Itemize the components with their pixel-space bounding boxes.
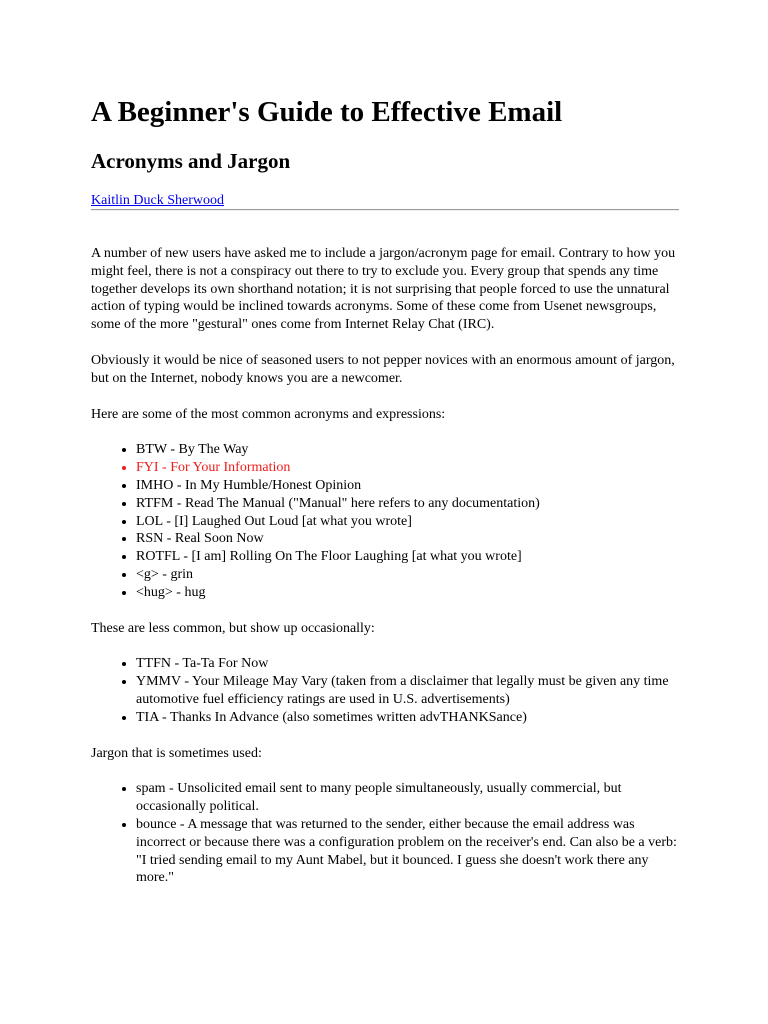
- horizontal-rule: [91, 209, 679, 211]
- less-common-heading: These are less common, but show up occasionally:: [91, 620, 375, 636]
- list-item: • LOL - [I] Laughed Out Loud [at what you wrote]: [136, 513, 679, 531]
- page-title: A Beginner's Guide to Effective Email: [91, 96, 563, 128]
- jargon-list: [91, 780, 679, 887]
- list-item: • IMHO - In My Humble/Honest Opinion: [136, 477, 679, 495]
- list-item: • <hug> - hug: [136, 584, 679, 602]
- list-item-highlighted: • FYI - For Your Information: [136, 459, 679, 477]
- list-item: • bounce - A message that was returned to the sender, either because the email address was incorrect or because there was a configuration problem on the receiver's end. Can also be a verb: "I tried sending email to my Aunt Mabel, but it bounced. I guess she doesn't work there any more.": [136, 816, 679, 887]
- page-subtitle: Acronyms and Jargon: [91, 149, 291, 173]
- list-item: • ROTFL - [I am] Rolling On The Floor Laughing [at what you wrote]: [136, 548, 679, 566]
- list-item: • RSN - Real Soon Now: [136, 530, 679, 548]
- list-item: • YMMV - Your Mileage May Vary (taken from a disclaimer that legally must be given any time automotive fuel efficiency ratings are used in U.S. advertisements): [136, 673, 679, 709]
- author-link[interactable]: Kaitlin Duck Sherwood: [91, 193, 224, 208]
- list-item: • TIA - Thanks In Advance (also sometimes written advTHANKSance): [136, 709, 679, 727]
- list-item: • spam - Unsolicited email sent to many people simultaneously, usually commercial, but occasionally political.: [136, 780, 679, 816]
- intro-paragraph: A number of new users have asked me to include a jargon/acronym page for email. Contrary to how you might feel, there is not a conspiracy out there to try to exclude you. Every group that spends any time together develops its own shorthand notation; it is not surprising that people forced to use the unnatural action of typing would be inclined towards acronyms. Some of these come from Usenet newsgroups, some of the more "gestural" ones come from Internet Relay Chat (IRC).: [91, 246, 676, 333]
- less-common-list: [91, 655, 679, 726]
- list-item: • <g> - grin: [136, 566, 679, 584]
- second-paragraph: Obviously it would be nice of seasoned users to not pepper novices with an enormous amount of jargon, but on the Internet, nobody knows you are a newcomer.: [91, 352, 675, 386]
- list-item: • TTFN - Ta-Ta For Now: [136, 655, 679, 673]
- common-acronyms-list: [91, 441, 679, 601]
- list-item: • RTFM - Read The Manual ("Manual" here refers to any documentation): [136, 495, 679, 513]
- jargon-heading: Jargon that is sometimes used:: [91, 745, 262, 761]
- list-item: • BTW - By The Way: [136, 441, 679, 459]
- common-acronyms-heading: Here are some of the most common acronyms and expressions:: [91, 406, 446, 422]
- article-body: [91, 245, 679, 905]
